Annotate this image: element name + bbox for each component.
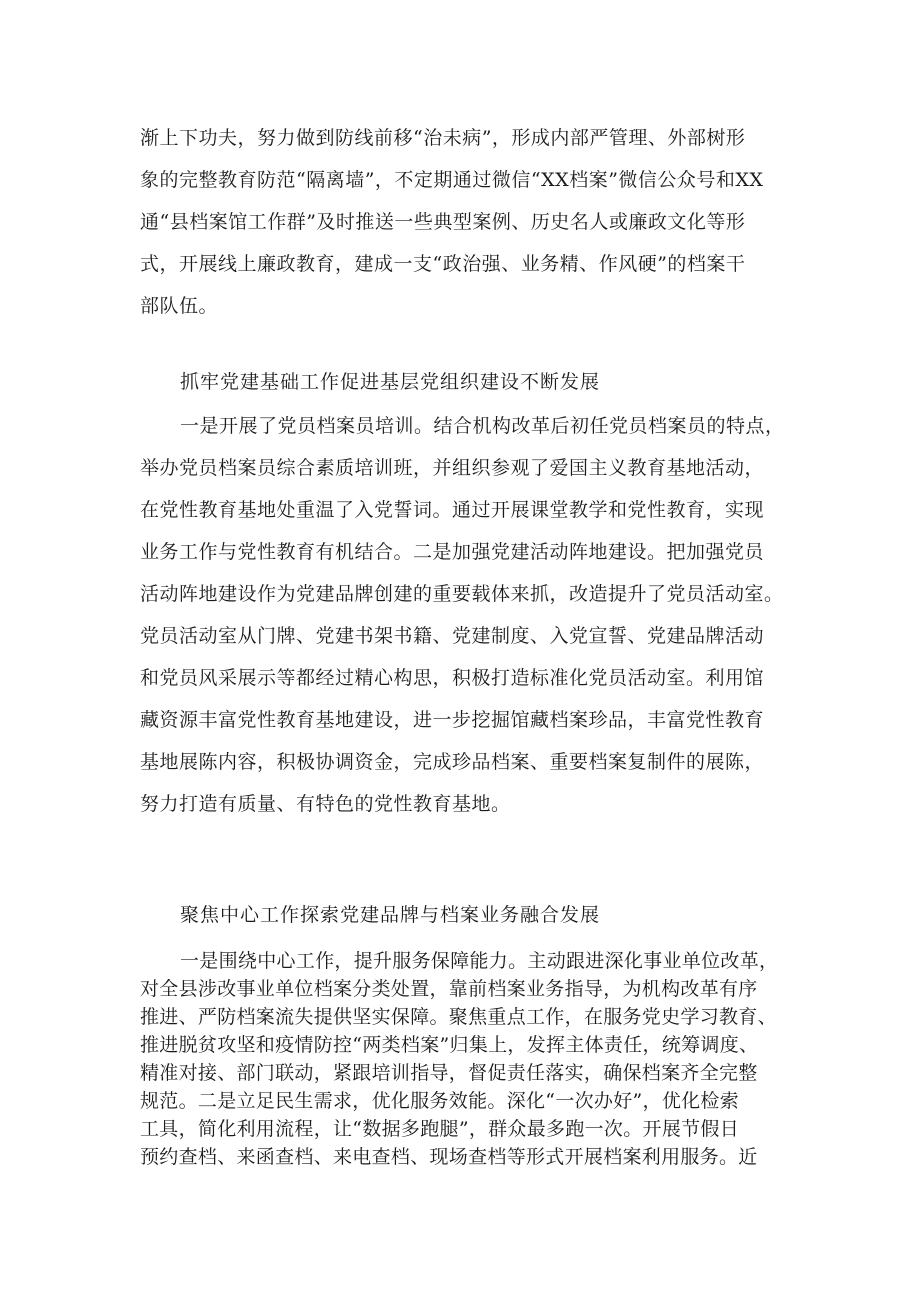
text-line: 党员活动室从门牌、党建书架书籍、党建制度、入党宣誓、党建品牌活动 xyxy=(140,625,765,647)
text-line: 业务工作与党性教育有机结合。二是加强党建活动阵地建设。把加强党员 xyxy=(140,541,765,563)
text-line: 象的完整教育防范“隔离墙”，不定期通过微信“XX档案”微信公众号和XX xyxy=(140,169,764,191)
text-line: 推进脱贫攻坚和疫情防控“两类档案”归集上，发挥主体责任，统筹调度、 xyxy=(140,1034,759,1056)
text-line: 推进、严防档案流失提供坚实保障。聚焦重点工作，在服务党史学习教育、 xyxy=(140,1006,777,1028)
text-line: 举办党员档案员综合素质培训班，并组织参观了爱国主义教育基地活动， xyxy=(140,457,765,479)
text-line: 和党员风采展示等都经过精心构思，积极打造标准化党员活动室。利用馆 xyxy=(140,667,765,689)
text-line: 预约查档、来函查档、来电查档、现场查档等形式开展档案利用服务。近 xyxy=(140,1146,758,1168)
paragraph-integration xyxy=(140,947,790,1171)
text-line: 通“县档案馆工作群”及时推送一些典型案例、历史名人或廉政文化等形 xyxy=(140,211,746,233)
text-line: 精准对接、部门联动，紧跟培训指导，督促责任落实，确保档案齐全完整 xyxy=(140,1062,758,1084)
text-line: 基地展陈内容，积极协调资金，完成珍品档案、重要档案复制件的展陈， xyxy=(140,751,765,773)
paragraph-integrity-education xyxy=(140,117,790,327)
text-line: 部队伍。 xyxy=(140,295,219,317)
text-line: 一是开展了党员档案员培训。结合机构改革后初任党员档案员的特点， xyxy=(180,415,785,437)
text-line: 对全县涉改事业单位档案分类处置，靠前档案业务指导，为机构改革有序 xyxy=(140,978,758,1000)
section-heading-party-building: 抓牢党建基础工作促进基层党组织建设不断发展 xyxy=(180,371,601,393)
text-line: 藏资源丰富党性教育基地建设，进一步挖掘馆藏档案珍品，丰富党性教育 xyxy=(140,709,765,731)
text-line: 努力打造有质量、有特色的党性教育基地。 xyxy=(140,793,511,815)
text-line: 规范。二是立足民生需求，优化服务效能。深化“一次办好”，优化检索 xyxy=(140,1090,740,1112)
text-line: 在党性教育基地处重温了入党誓词。通过开展课堂教学和党性教育，实现 xyxy=(140,499,765,521)
text-line: 渐上下功夫，努力做到防线前移“治未病”，形成内部严管理、外部树形 xyxy=(140,127,746,149)
paragraph-party-building xyxy=(140,405,790,825)
text-line: 工具，简化利用流程，让“数据多跑腿”，群众最多跑一次。开展节假日 xyxy=(140,1118,740,1140)
text-line: 一是围绕中心工作，提升服务保障能力。主动跟进深化事业单位改革， xyxy=(180,950,779,972)
text-line: 活动阵地建设作为党建品牌创建的重要载体来抓，改造提升了党员活动室。 xyxy=(140,583,784,605)
section-heading-integration: 聚焦中心工作探索党建品牌与档案业务融合发展 xyxy=(180,904,601,926)
text-line: 式，开展线上廉政教育，建成一支“政治强、业务精、作风硬”的档案干 xyxy=(140,253,746,275)
